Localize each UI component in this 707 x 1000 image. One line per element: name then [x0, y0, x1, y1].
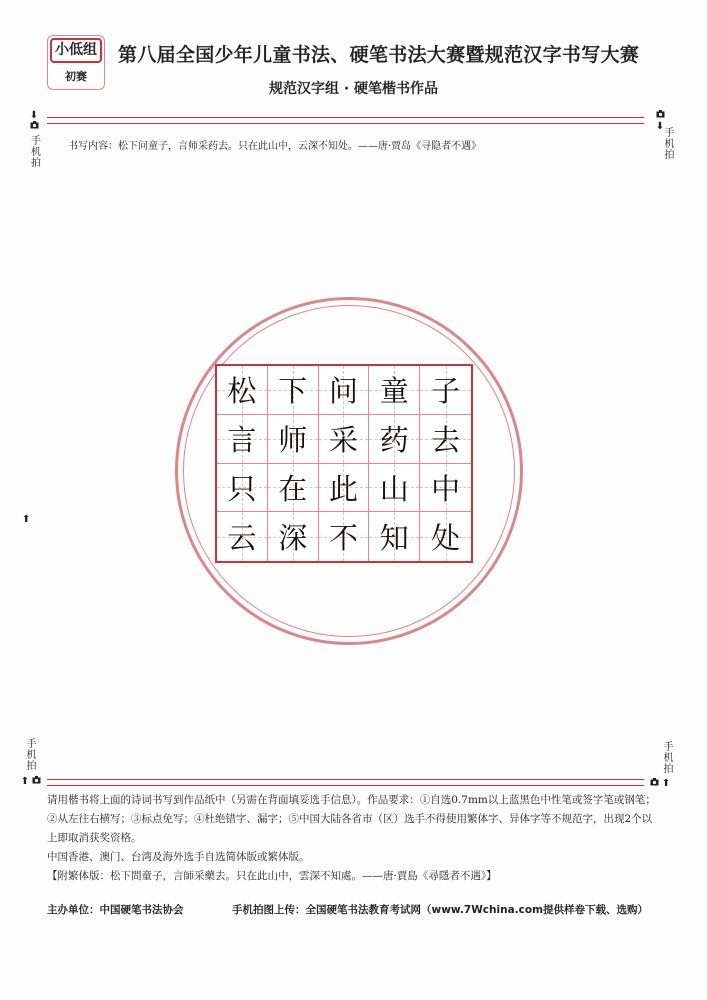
badge-group-label: 小低组 — [50, 38, 102, 63]
grid-cell: 中 — [420, 464, 471, 513]
grid-cell: 下 — [268, 366, 319, 415]
page-title: 第八届全国少年儿童书法、硬笔书法大赛暨规范汉字书写大赛 — [118, 44, 640, 66]
grid-cell: 云 — [217, 512, 268, 561]
grid-cell: 言 — [217, 415, 268, 464]
camera-icon — [30, 121, 39, 129]
bottom-divider — [47, 779, 644, 786]
top-left-marker — [24, 110, 44, 168]
bottom-left-marker — [20, 776, 42, 787]
camera-icon — [650, 778, 659, 786]
grid-cell: 采 — [319, 415, 370, 464]
phone-capture-label: 手机拍 — [28, 135, 40, 168]
camera-icon — [656, 110, 665, 118]
grid-cell: 知 — [369, 512, 420, 561]
writing-content: 书写内容：松下问童子，言师采药去。只在此山中，云深不知处。——唐·贾岛《寻隐者不遇》 — [68, 141, 482, 152]
arrow-down-icon: ⬇ — [29, 110, 39, 121]
arrow-down-icon: ⬇ — [655, 121, 665, 132]
requirements-traditional: 【附繁体版：松下問童子，言師采藥去。只在此山中，雲深不知處。——唐·賈島《尋隱者不遇》】 — [47, 870, 497, 882]
arrow-up-icon: ⬆ — [22, 514, 31, 525]
grid-cell: 师 — [268, 415, 319, 464]
grid-cell: 此 — [319, 464, 370, 513]
bottom-right-marker — [648, 778, 672, 789]
badge-round-label: 初赛 — [65, 70, 87, 83]
phone-capture-label: 手机拍 — [661, 741, 672, 774]
camera-icon — [32, 776, 41, 784]
grid-cell: 只 — [217, 464, 268, 513]
phone-capture-label: 手机拍 — [662, 127, 673, 160]
requirements-block — [47, 791, 659, 886]
grid-cell: 处 — [420, 512, 471, 561]
grid-cell: 子 — [420, 366, 471, 415]
grid-cell: 药 — [369, 415, 420, 464]
phone-capture-label: 手机拍 — [24, 738, 35, 771]
top-divider — [47, 117, 644, 124]
upload-text: 手机拍图上传：全国硬笔书法教育考试网（www.7Wchina.com提供样卷下载、选购） — [232, 904, 649, 916]
page-subtitle: 规范汉字组 · 硬笔楷书作品 — [268, 81, 439, 97]
arrow-up-icon: ⬆ — [20, 776, 30, 787]
arrow-up-icon: ⬆ — [661, 778, 671, 789]
grid-cell: 童 — [369, 366, 420, 415]
grid-cell: 深 — [268, 512, 319, 561]
grid-cell: 山 — [369, 464, 420, 513]
requirements-main: 请用楷书将上面的诗词书写到作品纸中（另需在背面填妥选手信息）。作品要求：①自选0.7mm以上蓝黑色中性笔或签字笔或钢笔；②从左往右横写；③标点免写；④杜绝错字、漏字；⑤中国大陆各省市（区）选手不得使用繁体字、异体字等不规范字，出现2个以上即取消获奖资格。 — [47, 794, 656, 844]
requirements-overseas: 中国香港、澳门、台湾及海外选手自选简体版或繁体版。 — [47, 851, 310, 863]
grid-cell: 去 — [420, 415, 471, 464]
grid-cell: 在 — [268, 464, 319, 513]
grid-cell: 松 — [217, 366, 268, 415]
writing-grid — [215, 364, 473, 563]
grid-cell: 问 — [319, 366, 370, 415]
grid-cell: 不 — [319, 512, 370, 561]
organizer-text: 主办单位：中国硬笔书法协会 — [47, 904, 184, 916]
